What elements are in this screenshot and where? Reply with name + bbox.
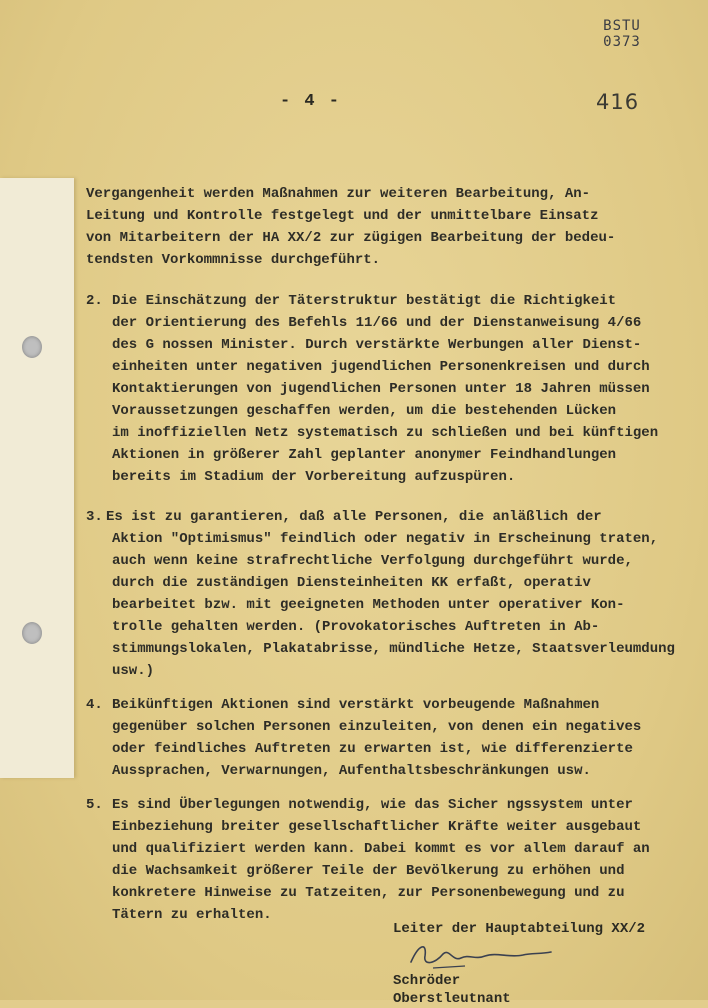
text-line: stimmungslokalen, Plakatabrisse, mündliche Hetze, Staatsverleumdung [112, 641, 675, 657]
signature-title: Leiter der Hauptabteilung XX/2 [393, 921, 646, 937]
text-line: gegenüber solchen Personen einzuleiten, von denen ein negatives [112, 719, 642, 735]
punch-hole [22, 622, 42, 644]
text-line: usw.) [112, 663, 155, 679]
text-line: konkretere Hinweise zu Tatzeiten, zur Personenbewegung und zu [112, 885, 625, 901]
text-line [86, 794, 700, 816]
text-line [86, 290, 700, 312]
text-line [86, 506, 700, 528]
numbered-paragraph-3 [86, 506, 700, 682]
signatory-name: Schröder [393, 973, 461, 989]
text-line: Kontaktierungen von jugendlichen Personen unter 18 Jahren müssen [112, 381, 650, 397]
text-line: im inoffiziellen Netz systematisch zu schließen und bei künftigen [112, 425, 659, 441]
text-line: bereits im Stadium der Vorbereitung aufzuspüren. [112, 469, 516, 485]
text-line: Vergangenheit werden Maßnahmen zur weiteren Bearbeitung, An- [86, 186, 591, 202]
archive-stamp-line: 0373 [603, 34, 641, 50]
paragraph-number: 2. [86, 293, 103, 309]
text-line-content: Es ist zu garantieren, daß alle Personen, die anläßlich der [106, 509, 602, 525]
text-line: Tätern zu erhalten. [112, 907, 272, 923]
numbered-paragraph-4 [86, 694, 700, 782]
paper-edge-strip [0, 178, 74, 778]
signatory-rank: Oberstleutnant [393, 991, 511, 1007]
text-line: durch die zuständigen Diensteinheiten KK erfaßt, operativ [112, 575, 591, 591]
text-line: Aktionen in größerer Zahl geplanter anonymer Feindhandlungen [112, 447, 617, 463]
text-line-content: Die Einschätzung der Täterstruktur bestätigt die Richtigkeit [112, 293, 617, 309]
text-line: trolle gehalten werden. (Provokatorisches Auftreten in Ab- [112, 619, 600, 635]
paragraph-number: 4. [86, 697, 103, 713]
text-line: einheiten unter negativen jugendlichen Personenkreisen und durch [112, 359, 650, 375]
numbered-paragraph-5 [86, 794, 700, 926]
text-line: Voraussetzungen geschaffen werden, um die bestehenden Lücken [112, 403, 617, 419]
paragraph-continuation [86, 183, 700, 271]
text-line: Leitung und Kontrolle festgelegt und der unmittelbare Einsatz [86, 208, 599, 224]
text-line: bearbeitet bzw. mit geeigneten Methoden unter operativer Kon- [112, 597, 625, 613]
text-line: des G nossen Minister. Durch verstärkte Werbungen aller Dienst- [112, 337, 642, 353]
punch-hole [22, 336, 42, 358]
text-line: Einbeziehung breiter gesellschaftlicher Kräfte weiter ausgebaut [112, 819, 642, 835]
text-line [86, 694, 700, 716]
text-line: die Wachsamkeit größerer Teile der Bevölkerung zu erhöhen und [112, 863, 625, 879]
text-line-content: Beikünftigen Aktionen sind verstärkt vorbeugende Maßnahmen [112, 697, 600, 713]
text-line: tendsten Vorkommnisse durchgeführt. [86, 252, 381, 268]
paragraph-number: 3. [86, 509, 103, 525]
text-line: der Orientierung des Befehls 11/66 und der Dienstanweisung 4/66 [112, 315, 642, 331]
text-line: auch wenn keine strafrechtliche Verfolgung durchgeführt wurde, [112, 553, 633, 569]
archive-stamp-line: BSTU [603, 18, 641, 34]
folio-number: 416 [596, 90, 640, 114]
archive-stamp [592, 18, 652, 50]
text-line: Aussprachen, Verwarnungen, Aufenthaltsbeschränkungen usw. [112, 763, 591, 779]
text-line: oder feindliches Auftreten zu erwarten ist, wie differenzierte [112, 741, 633, 757]
text-line: und qualifiziert werden kann. Dabei kommt es vor allem darauf an [112, 841, 650, 857]
handwritten-signature [405, 938, 555, 972]
text-line-content: Es sind Überlegungen notwendig, wie das Sicher ngssystem unter [112, 797, 633, 813]
text-line: von Mitarbeitern der HA XX/2 zur zügigen Bearbeitung der bedeu- [86, 230, 616, 246]
page-number: - 4 - [280, 92, 342, 111]
text-line: Aktion "Optimismus" feindlich oder negativ in Erscheinung traten, [112, 531, 659, 547]
numbered-paragraph-2 [86, 290, 700, 488]
paragraph-number: 5. [86, 797, 103, 813]
